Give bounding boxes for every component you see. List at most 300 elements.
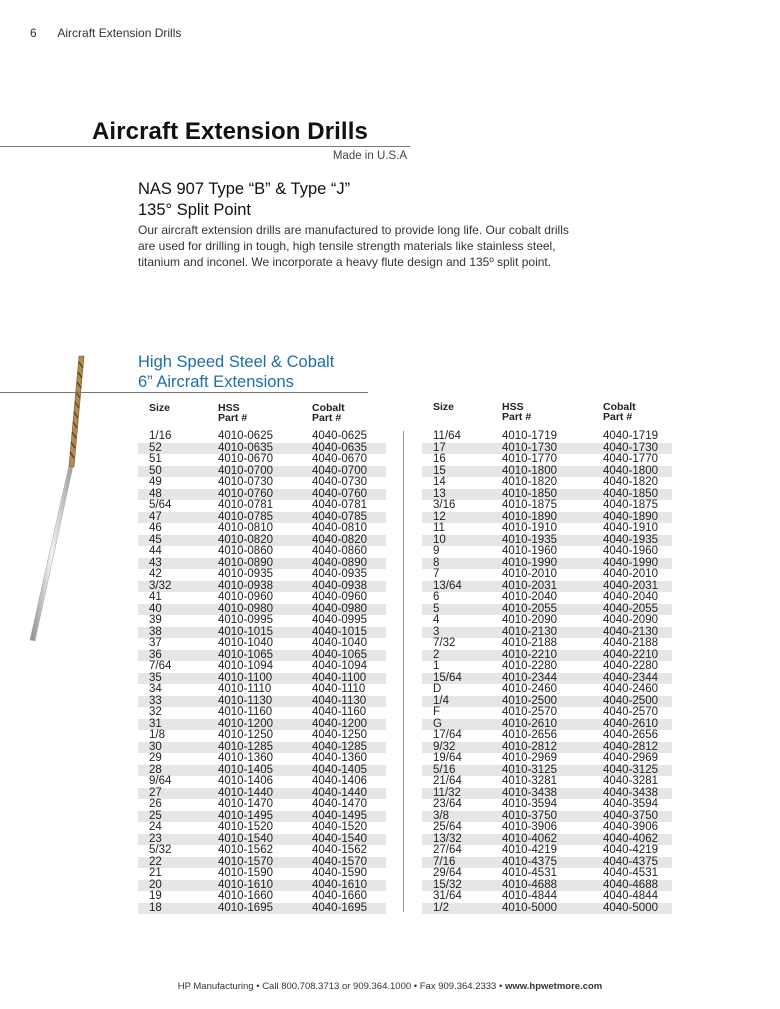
drill-flute [69, 356, 84, 467]
cell-cobalt-part: 4040-1719 [603, 430, 658, 442]
cell-hss-part: 4010-2040 [502, 591, 557, 603]
cell-hss-part: 4010-1910 [502, 522, 557, 534]
cell-cobalt-part: 4040-4688 [603, 878, 658, 891]
cell-hss-part: 4010-1610 [218, 878, 273, 891]
cell-size: 38 [149, 625, 162, 638]
cell-cobalt-part: 4040-2210 [603, 648, 658, 661]
header-hss-line-2: Part # [218, 412, 248, 424]
cell-size: 39 [149, 614, 162, 626]
cell-hss-part: 4010-1660 [218, 890, 273, 902]
cell-cobalt-part: 4040-5000 [603, 901, 658, 914]
header-cobalt-line-1: Cobalt [603, 401, 636, 413]
cell-hss-part: 4010-2344 [502, 671, 557, 684]
cell-cobalt-part: 4040-0781 [312, 499, 367, 511]
page-title: Aircraft Extension Drills [92, 118, 368, 145]
cell-hss-part: 4010-1440 [218, 786, 273, 799]
cell-hss-part: 4010-1570 [218, 855, 273, 868]
table-row [138, 903, 386, 915]
cell-size: 17 [433, 441, 446, 454]
cell-hss-part: 4010-3438 [502, 786, 557, 799]
header-cobalt-line-1: Cobalt [312, 402, 345, 414]
cell-size: 25 [149, 809, 162, 822]
cell-size: 21 [149, 867, 162, 879]
running-title: Aircraft Extension Drills [57, 26, 182, 40]
header-hss [218, 403, 247, 423]
cell-size: 7/32 [433, 637, 456, 649]
table-row [422, 903, 672, 915]
cell-cobalt-part: 4040-1935 [603, 533, 658, 546]
cell-cobalt-part: 4040-0960 [312, 591, 367, 603]
cell-cobalt-part: 4040-1990 [603, 556, 658, 569]
table-row [138, 684, 386, 696]
cell-hss-part: 4010-1094 [218, 660, 273, 672]
table-row [138, 799, 386, 811]
cell-hss-part: 4010-1695 [218, 901, 273, 914]
cell-hss-part: 4010-0785 [218, 510, 273, 523]
section-title [138, 352, 334, 392]
table-row [138, 523, 386, 535]
cell-size: 1/16 [149, 430, 172, 442]
cell-hss-part: 4010-1820 [502, 476, 557, 488]
cell-size: 1 [433, 660, 440, 672]
table-row [422, 845, 672, 857]
cell-hss-part: 4010-1890 [502, 510, 557, 523]
cell-size: 3/32 [149, 579, 172, 592]
cell-hss-part: 4010-1405 [218, 763, 273, 776]
cell-size: 2 [433, 648, 440, 661]
cell-cobalt-part: 4040-2500 [603, 694, 658, 707]
cell-cobalt-part: 4040-1160 [312, 706, 367, 718]
cell-size: 11/32 [433, 786, 461, 799]
cell-hss-part: 4010-1935 [502, 533, 557, 546]
cell-cobalt-part: 4040-2812 [603, 740, 658, 753]
cell-cobalt-part: 4040-1610 [312, 878, 367, 891]
cell-cobalt-part: 4040-3438 [603, 786, 658, 799]
table-row [422, 684, 672, 696]
cell-cobalt-part: 4040-0995 [312, 614, 367, 626]
cell-cobalt-part: 4040-1094 [312, 660, 367, 672]
cell-cobalt-part: 4040-3594 [603, 798, 658, 810]
cell-hss-part: 4010-4062 [502, 832, 557, 845]
table-row [138, 431, 386, 443]
cell-hss-part: 4010-1110 [218, 683, 272, 695]
table-row [138, 661, 386, 673]
cell-hss-part: 4010-1540 [218, 832, 273, 845]
cell-cobalt-part: 4040-2969 [603, 752, 658, 764]
intro-line-1: Our aircraft extension drills are manufactured to provide long life. Our cobalt drills [138, 223, 569, 237]
cell-cobalt-part: 4040-0980 [312, 602, 367, 615]
intro-line-3: titanium and inconel. We incorporate a heavy flute design and 135º split point. [138, 255, 552, 269]
cell-cobalt-part: 4040-1285 [312, 740, 367, 753]
parts-table-left [138, 402, 386, 914]
cell-cobalt-part: 4040-2460 [603, 683, 658, 695]
cell-size: 5/64 [149, 499, 172, 511]
intro-line-2: are used for drilling in tough, high tensile strength materials like stainless steel, [138, 239, 556, 253]
cell-cobalt-part: 4040-1875 [603, 499, 658, 511]
subheading-line-1: NAS 907 Type “B” & Type “J” [138, 180, 351, 198]
cell-hss-part: 4010-1015 [218, 625, 273, 638]
cell-cobalt-part: 4040-1406 [312, 775, 367, 787]
cell-size: 44 [149, 545, 162, 557]
cell-hss-part: 4010-2090 [502, 614, 557, 626]
cell-cobalt-part: 4040-3281 [603, 775, 658, 787]
cell-hss-part: 4010-1590 [218, 867, 273, 879]
cell-size: 4 [433, 614, 440, 626]
table-row [138, 454, 386, 466]
cell-hss-part: 4010-4844 [502, 890, 557, 902]
cell-cobalt-part: 4040-1470 [312, 798, 367, 810]
subheading-line-2: 135° Split Point [138, 201, 252, 219]
cell-cobalt-part: 4040-1250 [312, 729, 367, 741]
cell-cobalt-part: 4040-0935 [312, 568, 367, 580]
cell-size: 23 [149, 832, 162, 845]
cell-cobalt-part: 4040-2280 [603, 660, 658, 672]
cell-hss-part: 4010-1406 [218, 775, 273, 787]
cell-size: 9/64 [149, 775, 172, 787]
cell-size: D [433, 683, 442, 695]
cell-hss-part: 4010-4688 [502, 878, 557, 891]
cell-hss-part: 4010-5000 [502, 901, 557, 914]
table-row [422, 569, 672, 581]
cell-cobalt-part: 4040-0625 [312, 430, 367, 442]
cell-size: 24 [149, 821, 162, 833]
table-row [138, 569, 386, 581]
cell-size: 23/64 [433, 798, 462, 810]
cell-hss-part: 4010-2210 [502, 648, 557, 661]
cell-size: 25/64 [433, 821, 462, 833]
cell-hss-part: 4010-1200 [218, 717, 273, 730]
cell-hss-part: 4010-2460 [502, 683, 557, 695]
cell-hss-part: 4010-0670 [218, 453, 273, 465]
cell-cobalt-part: 4040-2344 [603, 671, 658, 684]
cell-size: 5/16 [433, 763, 456, 776]
table-row [422, 753, 672, 765]
table-header [138, 403, 386, 433]
cell-size: 13 [433, 487, 446, 500]
cell-size: 11 [433, 522, 445, 534]
cell-size: 1/8 [149, 729, 165, 741]
table-row [138, 776, 386, 788]
table-row [138, 822, 386, 834]
header-cobalt-line-2: Part # [312, 412, 342, 424]
cell-size: 30 [149, 740, 162, 753]
cell-size: 41 [149, 591, 162, 603]
cell-hss-part: 4010-1875 [502, 499, 557, 511]
cell-hss-part: 4010-0700 [218, 464, 273, 477]
cell-size: 27/64 [433, 844, 462, 856]
table-row [422, 730, 672, 742]
cell-hss-part: 4010-0980 [218, 602, 273, 615]
cell-cobalt-part: 4040-3750 [603, 809, 658, 822]
header-hss-line-2: Part # [502, 411, 532, 423]
cell-hss-part: 4010-1360 [218, 752, 273, 764]
table-row [138, 477, 386, 489]
product-subheading [138, 179, 350, 221]
table-row [138, 500, 386, 512]
section-rule [0, 392, 368, 393]
cell-size: 22 [149, 855, 162, 868]
cell-cobalt-part: 4040-1800 [603, 464, 658, 477]
cell-cobalt-part: 4040-0820 [312, 533, 367, 546]
cell-hss-part: 4010-3750 [502, 809, 557, 822]
cell-hss-part: 4010-2130 [502, 625, 557, 638]
table-row [422, 454, 672, 466]
cell-hss-part: 4010-2500 [502, 694, 557, 707]
cell-size: 36 [149, 648, 162, 661]
cell-cobalt-part: 4040-4062 [603, 832, 658, 845]
header-cobalt [312, 403, 345, 423]
cell-size: 3/8 [433, 809, 449, 822]
cell-cobalt-part: 4040-0730 [312, 476, 367, 488]
header-cobalt [603, 402, 636, 422]
cell-size: 26 [149, 798, 162, 810]
cell-size: 31/64 [433, 890, 462, 902]
cell-cobalt-part: 4040-1520 [312, 821, 367, 833]
cell-hss-part: 4010-1562 [218, 844, 273, 856]
cell-cobalt-part: 4040-1110 [312, 683, 366, 695]
cell-hss-part: 4010-1850 [502, 487, 557, 500]
header-size: Size [149, 402, 171, 414]
cell-hss-part: 4010-0860 [218, 545, 273, 557]
cell-cobalt-part: 4040-2040 [603, 591, 658, 603]
cell-hss-part: 4010-1130 [218, 694, 273, 707]
cell-size: 9/32 [433, 740, 456, 753]
cell-cobalt-part: 4040-2656 [603, 729, 658, 741]
cell-cobalt-part: 4040-1570 [312, 855, 367, 868]
cell-cobalt-part: 4040-2570 [603, 706, 658, 718]
cell-cobalt-part: 4040-4844 [603, 890, 658, 902]
table-row [422, 822, 672, 834]
cell-hss-part: 4010-0781 [218, 499, 273, 511]
table-row [138, 891, 386, 903]
cell-cobalt-part: 4040-1770 [603, 453, 658, 465]
cell-size: 21/64 [433, 775, 462, 787]
cell-size: 7 [433, 568, 440, 580]
cell-hss-part: 4010-0935 [218, 568, 273, 580]
cell-hss-part: 4010-2610 [502, 717, 557, 730]
cell-size: 17/64 [433, 729, 462, 741]
header-hss-line-1: HSS [502, 401, 524, 413]
cell-cobalt-part: 4040-1015 [312, 625, 367, 638]
cell-cobalt-part: 4040-1660 [312, 890, 367, 902]
cell-cobalt-part: 4040-1200 [312, 717, 367, 730]
cell-hss-part: 4010-1470 [218, 798, 273, 810]
header-size: Size [433, 401, 455, 413]
cell-hss-part: 4010-0890 [218, 556, 273, 569]
table-row [422, 868, 672, 880]
cell-cobalt-part: 4040-1850 [603, 487, 658, 500]
cell-hss-part: 4010-1285 [218, 740, 273, 753]
cell-hss-part: 4010-4219 [502, 844, 557, 856]
cell-size: 52 [149, 441, 162, 454]
cell-cobalt-part: 4040-3125 [603, 763, 658, 776]
cell-size: 40 [149, 602, 162, 615]
table-row [422, 592, 672, 604]
cell-cobalt-part: 4040-3906 [603, 821, 658, 833]
cell-cobalt-part: 4040-1405 [312, 763, 367, 776]
cell-size: 6 [433, 591, 440, 603]
cell-size: 50 [149, 464, 162, 477]
cell-size: 19 [149, 890, 162, 902]
cell-size: 12 [433, 510, 446, 523]
cell-size: 11/64 [433, 430, 461, 442]
cell-size: 51 [149, 453, 162, 465]
cell-cobalt-part: 4040-2188 [603, 637, 658, 649]
cell-cobalt-part: 4040-1562 [312, 844, 367, 856]
cell-size: 29 [149, 752, 162, 764]
cell-size: 15/32 [433, 878, 462, 891]
cell-hss-part: 4010-2812 [502, 740, 557, 753]
cell-cobalt-part: 4040-0938 [312, 579, 367, 592]
cell-hss-part: 4010-2010 [502, 568, 557, 580]
cell-cobalt-part: 4040-1440 [312, 786, 367, 799]
table-row [138, 730, 386, 742]
cell-size: 19/64 [433, 752, 462, 764]
cell-cobalt-part: 4040-0700 [312, 464, 367, 477]
cell-hss-part: 4010-1719 [502, 430, 557, 442]
cell-cobalt-part: 4040-0670 [312, 453, 367, 465]
cell-cobalt-part: 4040-2130 [603, 625, 658, 638]
cell-hss-part: 4010-2280 [502, 660, 557, 672]
cell-hss-part: 4010-1160 [218, 706, 273, 718]
table-row [138, 753, 386, 765]
cell-hss-part: 4010-3125 [502, 763, 557, 776]
drill-flute-twist [70, 362, 83, 458]
cell-cobalt-part: 4040-0810 [312, 522, 367, 534]
table-header [422, 402, 672, 432]
cell-size: 32 [149, 706, 162, 718]
intro-paragraph [138, 222, 608, 270]
cell-size: 7/64 [149, 660, 172, 672]
drill-shank [30, 465, 73, 641]
cell-hss-part: 4010-1730 [502, 441, 557, 454]
made-in-label: Made in U.S.A [332, 150, 407, 162]
cell-cobalt-part: 4040-0760 [312, 487, 367, 500]
cell-hss-part: 4010-0995 [218, 614, 273, 626]
cell-cobalt-part: 4040-1820 [603, 476, 658, 488]
table-row [422, 891, 672, 903]
table-row [422, 500, 672, 512]
table-row [422, 776, 672, 788]
table-row [422, 799, 672, 811]
parts-table-right [422, 401, 672, 914]
cell-hss-part: 4010-1495 [218, 809, 273, 822]
cell-hss-part: 4010-3906 [502, 821, 557, 833]
table-row [422, 615, 672, 627]
cell-size: 3 [433, 625, 440, 638]
cell-hss-part: 4010-2188 [502, 637, 557, 649]
cell-cobalt-part: 4040-4531 [603, 867, 658, 879]
cell-size: 45 [149, 533, 162, 546]
table-row [138, 592, 386, 604]
cell-size: 8 [433, 556, 440, 569]
cell-cobalt-part: 4040-1495 [312, 809, 367, 822]
cell-size: 5/32 [149, 844, 172, 856]
table-row [138, 638, 386, 650]
table-row [138, 845, 386, 857]
table-row [138, 615, 386, 627]
cell-hss-part: 4010-0730 [218, 476, 273, 488]
table-row [422, 431, 672, 443]
cell-cobalt-part: 4040-1100 [312, 671, 367, 684]
table-row [422, 546, 672, 558]
cell-size: F [433, 706, 441, 718]
cell-cobalt-part: 4040-1130 [312, 694, 367, 707]
header-hss-line-1: HSS [218, 402, 240, 414]
cell-size: 1/4 [433, 694, 449, 707]
footer-website-link[interactable]: www.hpwetmore.com [504, 981, 603, 992]
cell-hss-part: 4010-4531 [502, 867, 557, 879]
cell-cobalt-part: 4040-4219 [603, 844, 658, 856]
cell-cobalt-part: 4040-2610 [603, 717, 658, 730]
cell-cobalt-part: 4040-0635 [312, 441, 367, 454]
cell-size: 15/64 [433, 671, 462, 684]
cell-size: 7/16 [433, 855, 456, 868]
cell-size: 43 [149, 556, 162, 569]
cell-size: 29/64 [433, 867, 462, 879]
cell-size: 46 [149, 522, 162, 534]
cell-cobalt-part: 4040-1590 [312, 867, 367, 879]
cell-size: 48 [149, 487, 162, 500]
cell-size: 35 [149, 671, 162, 684]
cell-cobalt-part: 4040-0860 [312, 545, 367, 557]
cell-cobalt-part: 4040-2090 [603, 614, 658, 626]
cell-cobalt-part: 4040-1910 [603, 522, 658, 534]
cell-hss-part: 4010-2031 [502, 579, 557, 592]
cell-hss-part: 4010-4375 [502, 855, 557, 868]
table-row [138, 707, 386, 719]
cell-hss-part: 4010-2055 [502, 602, 557, 615]
cell-cobalt-part: 4040-1360 [312, 752, 367, 764]
cell-hss-part: 4010-2969 [502, 752, 557, 764]
cell-hss-part: 4010-1065 [218, 648, 273, 661]
cell-cobalt-part: 4040-0890 [312, 556, 367, 569]
title-rule [0, 146, 410, 147]
cell-size: 31 [149, 717, 162, 730]
cell-hss-part: 4010-2570 [502, 706, 557, 718]
cell-size: 9 [433, 545, 440, 557]
table-row [422, 638, 672, 650]
cell-hss-part: 4010-3594 [502, 798, 557, 810]
cell-size: 33 [149, 694, 162, 707]
cell-size: 1/2 [433, 901, 449, 914]
cell-size: 27 [149, 786, 162, 799]
cell-hss-part: 4010-0635 [218, 441, 273, 454]
column-divider [403, 431, 404, 912]
footer-contact: HP Manufacturing • Call 800.708.3713 or 909.364.1000 • Fax 909.364.2333 • [177, 981, 505, 992]
header-hss [502, 402, 531, 422]
cell-hss-part: 4010-1100 [218, 671, 273, 684]
cell-size: 37 [149, 637, 162, 649]
cell-hss-part: 4010-0810 [218, 522, 273, 534]
cell-hss-part: 4010-3281 [502, 775, 557, 787]
page-footer [0, 981, 780, 992]
cell-cobalt-part: 4040-2031 [603, 579, 658, 592]
cell-cobalt-part: 4040-1040 [312, 637, 367, 649]
table-body-left [138, 431, 386, 914]
cell-cobalt-part: 4040-1695 [312, 901, 367, 914]
section-title-line-1: High Speed Steel & Cobalt [138, 353, 335, 371]
cell-size: 20 [149, 878, 162, 891]
cell-cobalt-part: 4040-1065 [312, 648, 367, 661]
cell-size: 13/32 [433, 832, 462, 845]
cell-cobalt-part: 4040-1540 [312, 832, 367, 845]
table-row [422, 661, 672, 673]
cell-size: 49 [149, 476, 162, 488]
cell-size: 13/64 [433, 579, 462, 592]
table-row [422, 707, 672, 719]
cell-hss-part: 4010-1800 [502, 464, 557, 477]
